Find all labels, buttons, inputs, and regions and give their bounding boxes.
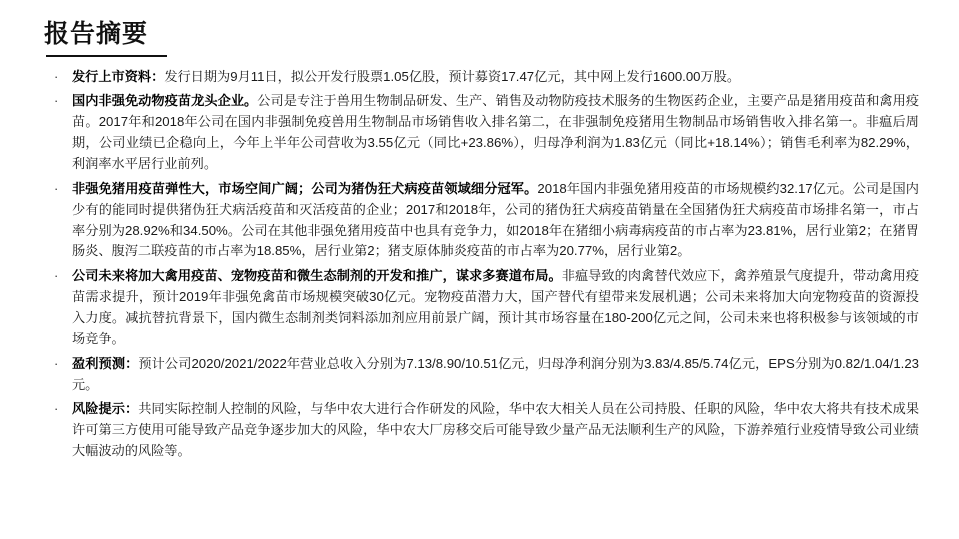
summary-bullet-list	[44, 67, 919, 462]
bullet-lead: 国内非强免动物疫苗龙头企业。	[72, 93, 258, 109]
list-item	[44, 179, 919, 262]
bullet-marker: ·	[54, 93, 59, 109]
bullet-lead: 非强免猪用疫苗弹性大，市场空间广阔；公司为猪伪狂犬病疫苗领域细分冠军。	[72, 180, 538, 196]
bullet-lead: 风险提示：	[72, 401, 139, 417]
bullet-lead: 盈利预测：	[72, 355, 139, 371]
bullet-marker: ·	[54, 180, 59, 196]
bullet-lead: 公司未来将加大禽用疫苗、宠物疫苗和微生态制剂的开发和推广，谋求多赛道布局。	[72, 268, 562, 284]
bullet-marker: ·	[54, 268, 59, 284]
bullet-marker: ·	[54, 68, 59, 84]
bullet-text: 非瘟导致的肉禽替代效应下，禽养殖景气度提升，带动禽用疫苗需求提升，预计2019年非强免禽苗市场规模突破30亿元。宠物疫苗潜力大，国产替代有望带来发展机遇；公司未来将加大向宠物疫苗的资源投入力度。减抗替抗背景下，国内微生态制剂类饲料添加剂应用前景广阔，预计其市场容量在180-200亿元之间，公司未来也将积极参与该领域的市场竞争。	[72, 268, 920, 346]
bullet-text: 发行日期为9月11日，拟公开发行股票1.05亿股，预计募资17.47亿元，其中网上发行1600.00万股。	[164, 68, 741, 84]
bullet-text: 预计公司2020/2021/2022年营业总收入分别为7.13/8.90/10.51亿元，归母净利润分别为3.83/4.85/5.74亿元，EPS分别为0.82/1.04/1.23元。	[72, 355, 919, 392]
page-title: 报告摘要	[44, 20, 149, 48]
list-item	[44, 91, 919, 174]
bullet-marker: ·	[54, 355, 59, 371]
bullet-text: 共同实际控制人控制的风险，与华中农大进行合作研发的风险，华中农大相关人员在公司持股、任职的风险，华中农大将共有技术成果许可第三方使用可能导致产品竞争逐步加大的风险，华中农大厂房移交后可能导致少量产品无法顺利生产的风险，下游养殖行业疫情导致公司业绩大幅波动的风险等。	[72, 401, 920, 459]
bullet-marker: ·	[54, 401, 59, 417]
list-item	[44, 266, 919, 349]
title-underline	[46, 55, 167, 57]
list-item	[44, 399, 919, 462]
list-item	[44, 67, 919, 88]
bullet-lead: 发行上市资料：	[72, 68, 165, 84]
bullet-text: 公司是专注于兽用生物制品研发、生产、销售及动物防疫技术服务的生物医药企业，主要产品是猪用疫苗和禽用疫苗。2017年和2018年公司在国内非强制免疫兽用生物制品市场销售收入排名第二，在非强制免疫猪用生物制品市场销售收入排名第一。非瘟后周期，公司业绩已企稳向上，今年上半年公司营收为3.55亿元（同比+23.86%），归母净利润为1.83亿元（同比+18.14%）；销售毛利率为82.29%，利润率水平居行业前列。	[72, 93, 920, 171]
list-item	[44, 354, 919, 396]
bullet-text: 2018年国内非强免猪用疫苗的市场规模约32.17亿元。公司是国内少有的能同时提供猪伪狂犬病活疫苗和灭活疫苗的企业；2017和2018年，公司的猪伪狂犬病疫苗销量在全国猪伪狂犬病疫苗市场排名第一，市占率分别为28.92%和34.50%。公司在其他非强免猪用疫苗中也具有竞争力，如2018年在猪细小病毒病疫苗的市占率为23.81%，居行业第2；在猪胃肠炎、腹泻二联疫苗的市占率为18.85%，居行业第2；猪支原体肺炎疫苗的市占率为20.77%，居行业第2。	[72, 180, 919, 259]
